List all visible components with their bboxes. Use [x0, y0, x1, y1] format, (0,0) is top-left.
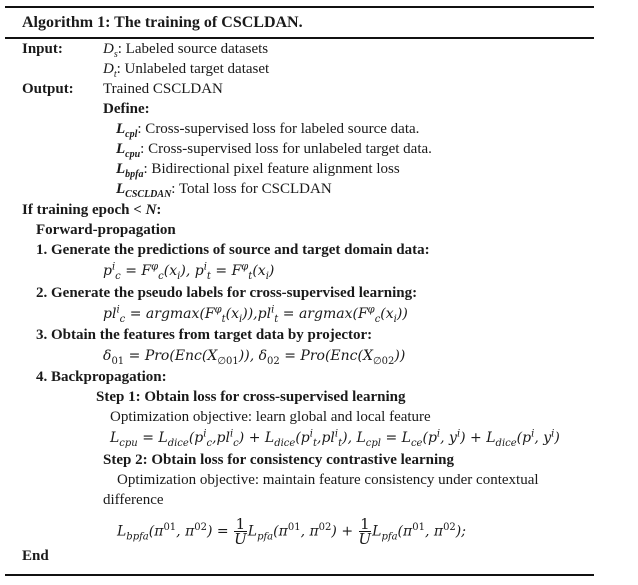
substep-1-label: Step 1: Obtain loss for cross-supervised learning	[96, 389, 406, 405]
substep-1-formula: $L_{cpu} = L_{dice}(p^i_c,pl^i_c) + L_{dice}(p^i_t,pl^i_t)$, $L_{cpl} = L_{ce}(p^i$, $y^i) + L_{dice}(p^i$, $y^i$)	[110, 428, 560, 449]
subscript: cpu	[125, 149, 141, 160]
symbol: L	[116, 161, 126, 177]
step-1-formula: $p^i_c = F^\varphi_c(x_i)$, $p^i_t = F^\varphi_t(x_i)$	[103, 261, 275, 282]
input-text: : Unlabeled target dataset	[116, 61, 270, 77]
subscript: s	[113, 49, 118, 60]
define-label: Define:	[103, 101, 150, 117]
input-label: Input:	[22, 41, 63, 57]
definition-cpl	[116, 119, 419, 139]
substep-2-objective-cont: difference	[103, 492, 164, 508]
top-rule	[5, 6, 594, 8]
symbol: L	[116, 181, 126, 197]
end-label: End	[22, 548, 49, 564]
colon: :	[156, 202, 162, 218]
step-4-label: 4. Backpropagation:	[36, 369, 167, 385]
definition-text: : Cross-supervised loss for labeled source data.	[137, 121, 420, 137]
subscript: t	[113, 69, 117, 80]
input-source	[103, 39, 268, 59]
definition-text: : Bidirectional pixel feature alignment loss	[143, 161, 400, 177]
output-value: Trained CSCLDAN	[103, 81, 223, 97]
substep-2-label: Step 2: Obtain loss for consistency contrastive learning	[103, 452, 454, 468]
definition-cscldan	[116, 179, 332, 199]
output-label: Output:	[22, 81, 74, 97]
subscript: CSCLDAN	[125, 189, 172, 200]
symbol: D	[103, 41, 114, 57]
algorithm-title: Algorithm 1: The training of CSCLDAN.	[22, 14, 303, 31]
symbol: D	[103, 61, 114, 77]
symbol: L	[116, 141, 126, 157]
epoch-variable: N	[145, 202, 157, 218]
substep-1-objective: Optimization objective: learn global and local feature	[110, 409, 431, 425]
step-2-label: 2. Generate the pseudo labels for cross-supervised learning:	[36, 285, 418, 301]
fraction: $\frac{1}{U}$	[358, 515, 372, 548]
definition-cpu	[116, 139, 432, 159]
step-1-label: 1. Generate the predictions of source and target domain data:	[36, 242, 430, 258]
definition-text: : Total loss for CSCLDAN	[171, 181, 332, 197]
subscript: bpfa	[125, 169, 144, 180]
header-rule	[5, 37, 594, 39]
bottom-rule	[5, 574, 594, 576]
symbol: L	[116, 121, 126, 137]
subscript: cpl	[125, 129, 138, 140]
substep-2-formula: $L_{bpfa}(\pi^{01}$, $\pi^{02}$) = $\frac{1}{U}$ $L_{pfa}(\pi^{01}$, $\pi^{02}$) + $\frac{1}{U}$ $L_{pfa}(\pi^{01}$, $\pi^{02}$);	[117, 515, 466, 548]
forward-propagation-label: Forward-propagation	[36, 222, 176, 238]
if-condition	[22, 200, 161, 220]
step-3-formula: $\delta_{01} = Pro(Enc(X_{\emptyset 01}))$, $\delta_{02} = Pro(Enc(X_{\emptyset 02}))$	[103, 348, 406, 367]
substep-2-objective: Optimization objective: maintain feature consistency under contextual	[117, 472, 539, 488]
input-target	[103, 59, 269, 79]
step-3-label: 3. Obtain the features from target data by projector:	[36, 327, 373, 343]
input-text: : Labeled source datasets	[117, 41, 269, 57]
definition-bpfa	[116, 159, 400, 179]
definition-text: : Cross-supervised loss for unlabeled target data.	[140, 141, 432, 157]
fraction: $\frac{1}{U}$	[234, 515, 247, 548]
if-text: If training epoch <	[22, 202, 142, 218]
step-2-formula: $pl^i_c = argmax(F^\varphi_t(x_i)),pl^i_t = argmax(F^\varphi_c(x_i))$	[103, 304, 408, 325]
